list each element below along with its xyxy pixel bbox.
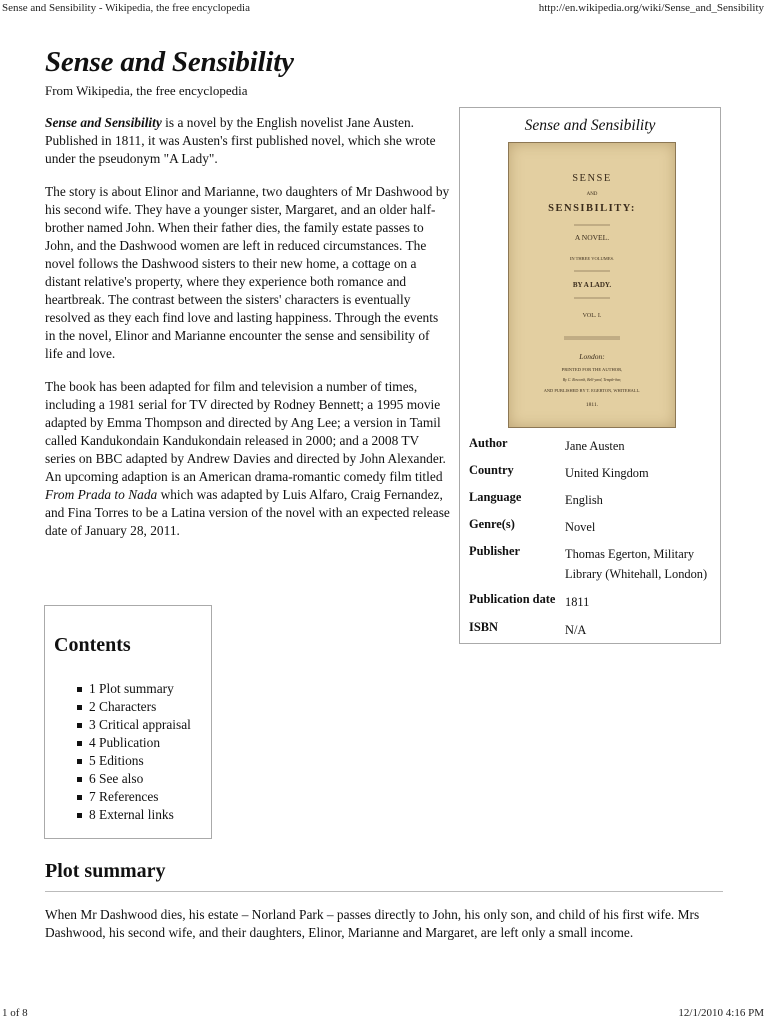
page-counter: 1 of 8: [2, 1007, 28, 1019]
infobox: [459, 107, 721, 644]
svg-text:London:: London:: [579, 352, 605, 361]
toc-item-characters[interactable]: 2 Characters: [89, 699, 157, 714]
infobox-value-language[interactable]: English: [565, 493, 603, 507]
article-subject: Sense and Sensibility: [45, 115, 162, 130]
toc-item-plot-summary[interactable]: 1 Plot summary: [89, 681, 174, 696]
intro-paragraph-1: Sense and Sensibility is a novel by the English novelist Jane Austen. Published in 1811, it was Austen's first published novel, which she wrote under the pseudonym "A Lady".: [45, 115, 436, 166]
svg-text:AND PUBLISHED BY T. EGERTON, W: AND PUBLISHED BY T. EGERTON, WHITEHALL.: [543, 388, 641, 393]
page-title: Sense and Sensibility: [45, 46, 294, 78]
svg-text:BY A LADY.: BY A LADY.: [572, 281, 612, 289]
svg-text:1811.: 1811.: [585, 402, 599, 408]
toc-heading: Contents: [54, 634, 131, 656]
toc-list: [75, 680, 191, 824]
infobox-value-country[interactable]: United Kingdom: [565, 466, 649, 480]
infobox-value-publisher[interactable]: Thomas Egerton, Military Library (Whitehall, London): [565, 547, 708, 581]
svg-text:A NOVEL.: A NOVEL.: [574, 233, 610, 242]
print-header: [0, 0, 768, 18]
intro-paragraph-2: The story is about Elinor and Marianne, two daughters of Mr Dashwood by his second wife. They have a younger sister, Margaret, and an older half-brother named John. When their father dies, the family estate passes to John, and the Dashwood women are left in reduced circumstances. The novel follows the Dashwood sisters to their new home, a cottage on a distant relative's property, where they experience both romance and heartbreak. The contrast between the sisters' characters is eventually resolved as they each find love and lasting happiness. Through the events in the novel, Elinor and Marianne encounter the sense and sensibility of life and love.: [45, 184, 450, 361]
toc-item-editions[interactable]: 5 Editions: [89, 753, 144, 768]
infobox-label: Country: [469, 463, 514, 477]
book-cover-art: [509, 143, 675, 427]
section-heading-plot-summary: Plot summary: [45, 860, 166, 882]
infobox-value-author[interactable]: Jane Austen: [565, 439, 625, 453]
svg-text:SENSIBILITY:: SENSIBILITY:: [548, 203, 636, 214]
infobox-value-isbn: N/A: [565, 623, 587, 637]
section-divider: [45, 891, 723, 892]
print-timestamp: 12/1/2010 4:16 PM: [678, 1007, 764, 1019]
plot-summary-paragraph: When Mr Dashwood dies, his estate – Norland Park – passes directly to John, his only son, and child of his first wife. Mrs Dashwood, his second wife, and their daughters, Elinor, Marianne and Margaret, are left only a small income.: [45, 907, 700, 940]
table-of-contents: [44, 605, 212, 839]
infobox-value-genre[interactable]: Novel: [565, 520, 596, 534]
toc-item-references[interactable]: 7 References: [89, 789, 159, 804]
infobox-label: Publication date: [469, 592, 556, 606]
svg-text:PRINTED FOR THE AUTHOR,: PRINTED FOR THE AUTHOR,: [561, 367, 623, 372]
svg-text:IN THREE VOLUMES.: IN THREE VOLUMES.: [569, 256, 615, 261]
infobox-label: Language: [469, 490, 522, 504]
link-jane-austen[interactable]: Jane Austen: [346, 115, 411, 130]
intro-paragraph-3: The book has been adapted for film and television a number of times, including a 1981 serial for TV directed by Rodney Bennett; a 1995 movie adapted by Emma Thompson and directed by Ang Lee; a version in Tamil called Kandukondain Kandukondain released in 2000; and a 2008 TV series on BBC adapted by Andrew Davies and directed by John Alexander. An upcoming adaption is an American drama-romantic comedy film titled From Prada to Nada which was adapted by Luis Alfaro, Craig Fernandez, and Fina Torres to be a Latina version of the novel with an expected release date of January 28, 2011.: [45, 379, 450, 538]
site-tagline: From Wikipedia, the free encyclopedia: [45, 83, 248, 98]
svg-text:VOL. I.: VOL. I.: [582, 313, 602, 319]
print-header-title: Sense and Sensibility - Wikipedia, the free encyclopedia: [2, 2, 250, 14]
toc-item-see-also[interactable]: 6 See also: [89, 771, 144, 786]
toc-item-critical-appraisal[interactable]: 3 Critical appraisal: [89, 717, 191, 732]
infobox-label: Author: [469, 436, 508, 450]
link-1811[interactable]: 1811: [114, 133, 142, 148]
svg-text:SENSE: SENSE: [572, 173, 612, 184]
toc-item-publication[interactable]: 4 Publication: [89, 735, 161, 750]
svg-text:AND: AND: [586, 192, 598, 197]
infobox-title: Sense and Sensibility: [524, 117, 656, 134]
print-footer: [0, 1004, 768, 1024]
infobox-label: ISBN: [469, 620, 498, 634]
infobox-value-publication-date: 1811: [565, 595, 590, 609]
book-cover-image[interactable]: [508, 142, 676, 428]
film-title: From Prada to Nada: [45, 487, 158, 502]
article-intro: [45, 114, 450, 555]
print-header-url: http://en.wikipedia.org/wiki/Sense_and_Sensibility: [538, 2, 764, 14]
toc-item-external-links[interactable]: 8 External links: [89, 807, 174, 822]
infobox-label: Genre(s): [469, 517, 515, 531]
svg-text:By C. Roworth, Bell-yard, Temp: By C. Roworth, Bell-yard, Temple-bar,: [562, 378, 622, 382]
infobox-label: Publisher: [469, 544, 520, 558]
